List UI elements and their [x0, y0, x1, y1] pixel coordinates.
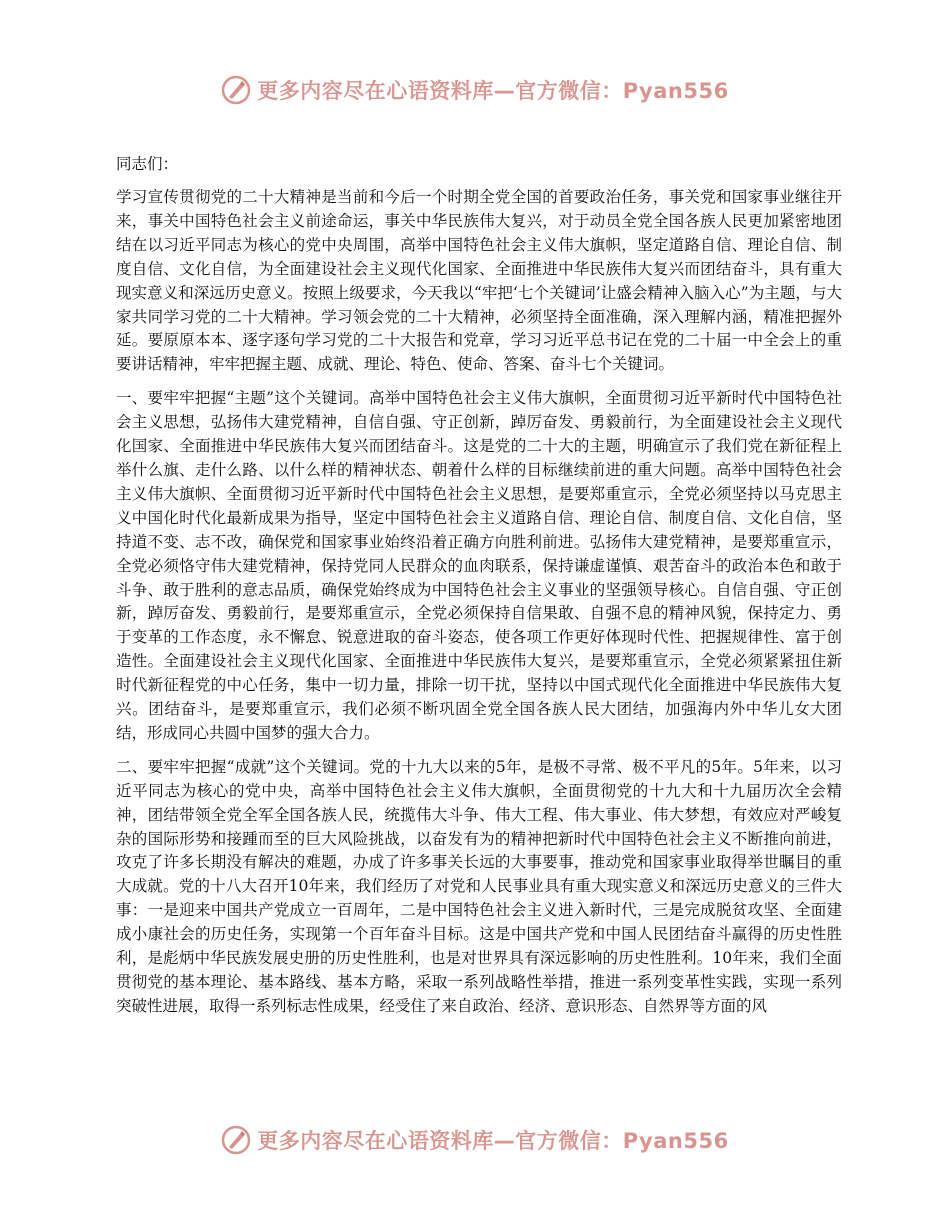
watermark-banner-bottom [0, 1120, 950, 1160]
watermark-text: 更多内容尽在心语资料库—官方微信：Pyan556 [257, 1129, 729, 1153]
watermark-text: 更多内容尽在心语资料库—官方微信：Pyan556 [257, 79, 729, 103]
greeting: 同志们： [116, 155, 179, 173]
document-body [116, 152, 842, 1029]
paragraph-achievements: 二、要牢牢把握“成就”这个关键词。党的十九大以来的5年，是极不寻常、极不平凡的5年。5年来，以习近平同志为核心的党中央，高举中国特色社会主义伟大旗帜，全面贯彻党的十九大和十九届历次全会精神，团结带领全党全军全国各族人民，统揽伟大斗争、伟大工程、伟大事业、伟大梦想，有效应对严峻复杂的国际形势和接踵而至的巨大风险挑战，以奋发有为的精神把新时代中国特色社会主义不断推向前进，攻克了许多长期没有解决的难题，办成了许多事关长远的大事要事，推动党和国家事业取得举世瞩目的重大成就。党的十八大召开10年来，我们经历了对党和人民事业具有重大现实意义和深远历史意义的三件大事：一是迎来中国共产党成立一百周年，二是中国特色社会主义进入新时代，三是完成脱贫攻坚、全面建成小康社会的历史任务，实现第一个百年奋斗目标。这是中国共产党和中国人民团结奋斗赢得的历史性胜利，是彪炳中华民族发展史册的历史性胜利，也是对世界具有深远影响的历史性胜利。10年来，我们全面贯彻党的基本理论、基本路线、基本方略，采取一系列战略性举措，推进一系列变革性实践，实现一系列突破性进展，取得一系列标志性成果，经受住了来自政治、经济、意识形态、自然界等方面的风 [116, 757, 842, 1015]
paragraph-theme: 一、要牢牢把握“主题”这个关键词。高举中国特色社会主义伟大旗帜，全面贯彻习近平新时代中国特色社会主义思想，弘扬伟大建党精神，自信自强、守正创新，踔厉奋发、勇毅前行，为全面建设社会主义现代化国家、全面推进中华民族伟大复兴而团结奋斗。这是党的二十大的主题，明确宣示了我们党在新征程上举什么旗、走什么路、以什么样的精神状态、朝着什么样的目标继续前进的重大问题。高举中国特色社会主义伟大旗帜、全面贯彻习近平新时代中国特色社会主义思想，是要郑重宣示，全党必须坚持以马克思主义中国化时代化最新成果为指导，坚定中国特色社会主义道路自信、理论自信、制度自信、文化自信，坚持道不变、志不改，确保党和国家事业始终沿着正确方向胜利前进。弘扬伟大建党精神，是要郑重宣示，全党必须恪守伟大建党精神，保持党同人民群众的血肉联系，保持谦虚谨慎、艰苦奋斗的政治本色和敢于斗争、敢于胜利的意志品质，确保党始终成为中国特色社会主义事业的坚强领导核心。自信自强、守正创新，踔厉奋发、勇毅前行，是要郑重宣示，全党必须保持自信果敢、自强不息的精神风貌，保持定力、勇于变革的工作态度，永不懈怠、锐意进取的奋斗姿态，使各项工作更好体现时代性、把握规律性、富于创造性。全面建设社会主义现代化国家、全面推进中华民族伟大复兴，是要郑重宣示，全党必须紧紧扭住新时代新征程党的中心任务，集中一切力量，排除一切干扰，坚持以中国式现代化全面推进中华民族伟大复兴。团结奋斗，是要郑重宣示，我们必须不断巩固全党全国各族人民大团结，加强海内外中华儿女大团结，形成同心共圆中国梦的强大合力。 [116, 389, 842, 742]
paragraph-intro: 学习宣传贯彻党的二十大精神是当前和今后一个时期全党全国的首要政治任务，事关党和国家事业继往开来，事关中国特色社会主义前途命运，事关中华民族伟大复兴，对于动员全党全国各族人民更加紧密地团结在以习近平同志为核心的党中央周围，高举中国特色社会主义伟大旗帜，坚定道路自信、理论自信、制度自信、文化自信，为全面建设社会主义现代化国家、全面推进中华民族伟大复兴而团结奋斗，具有重大现实意义和深远历史意义。按照上级要求，今天我以“牢把‘七个关键词’让盛会精神入脑入心”为主题，与大家共同学习党的二十大精神。学习领会党的二十大精神，必须坚持全面准确，深入理解内涵，精准把握外延。要原原本本、逐字逐句学习党的二十大报告和党章，学习习近平总书记在党的二十届一中全会上的重要讲话精神，牢牢把握主题、成就、理论、特色、使命、答案、奋斗七个关键词。 [116, 188, 842, 374]
watermark-banner-top [0, 70, 950, 110]
pen-logo-icon [221, 1125, 251, 1155]
pen-logo-icon [221, 75, 251, 105]
